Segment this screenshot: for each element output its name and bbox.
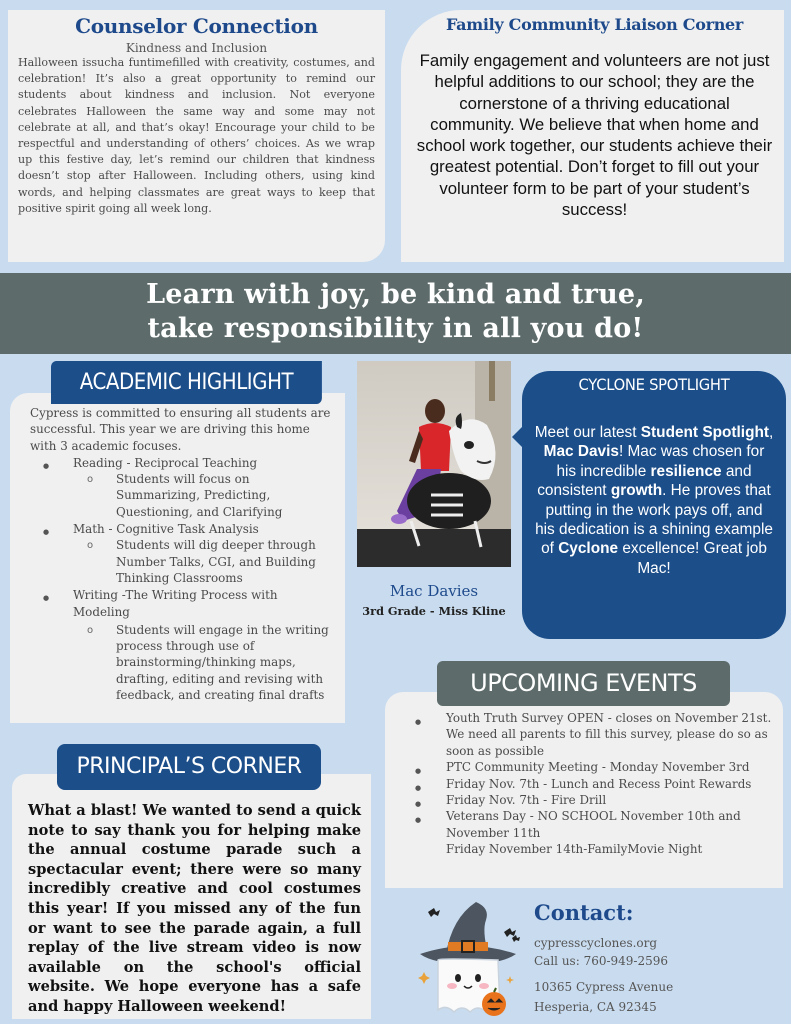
principals-corner-panel (12, 774, 371, 1019)
counselor-title: Counselor Connection (75, 14, 318, 38)
list-item: ● Reading - Reciprocal Teaching (30, 455, 337, 471)
principals-corner-heading: PRINCIPAL’S CORNER (57, 744, 321, 790)
list-item: o Students will dig deeper through Number Talks, CGI, and Building Thinking Classrooms (30, 537, 337, 586)
spotlight-student-grade: 3rd Grade - Miss Kline (362, 604, 506, 618)
cyclone-spotlight-title: CYCLONE SPOTLIGHT (578, 375, 730, 394)
costume-figure-illustration (357, 361, 511, 567)
motto-line-2: take responsibility in all you do! (147, 313, 644, 344)
counselor-body: Halloween issucha funtimefilled with creativity, costumes, and celebration! It’s also a great opportunity to remind our students about kindness and inclusion. Not everyone celebrates Halloween the same way and some may not celebrate at all, and that’s okay! Encourage your child to be respectful and understanding of others’ choices. As we wrap up this festive day, let’s remind our children that kindness doesn’t stop after Halloween. Including others, using kind words, and helping classmates are great ways to keep that positive spirit going all week long. (18, 56, 375, 215)
contact-website[interactable]: cypresscyclones.org (534, 936, 658, 950)
counselor-connection-panel (8, 10, 385, 262)
student-photo (357, 361, 511, 567)
ghost-witch-icon (412, 898, 524, 1020)
contact-address-line-2: Hesperia, CA 92345 (534, 1000, 657, 1014)
family-liaison-panel (401, 10, 784, 262)
motto-line-1: Learn with joy, be kind and true, (146, 279, 645, 310)
academic-focus-list (30, 455, 337, 703)
principal-body: What a blast! We wanted to send a quick note to say thank you for helping make the annual costume parade such a spectacular event; there were so many incredibly creative and cool costumes this year! If you missed any of the fun or want to see the parade again, a full replay of the live stream video is now available on the school's official website. We hope everyone has a safe and happy Halloween weekend! (28, 802, 361, 1015)
motto-banner (0, 273, 791, 354)
list-item: ● Veterans Day - NO SCHOOL November 10th and November 11th (415, 808, 775, 841)
list-item: ● Youth Truth Survey OPEN - closes on November 21st. We need all parents to fill this survey, please do so as soon as possible (415, 710, 775, 759)
list-item: ● Math - Cognitive Task Analysis (30, 521, 337, 537)
list-item: ● Friday Nov. 7th - Lunch and Recess Point Rewards (415, 776, 775, 792)
family-body: Family engagement and volunteers are not just helpful additions to our school; they are the cornerstone of a thriving educational community. We believe that when home and school work together, our students achieve their greatest potential. Don’t forget to fill out your volunteer form to be part of your student’s success! (416, 51, 773, 220)
list-item: ● Writing -The Writing Process with Modeling (30, 587, 337, 620)
cyclone-spotlight-body: Meet our latest Student Spotlight, Mac Davis! Mac was chosen for his incredible resilience and consistent growth. He proves that putting in the work pays off, and his dedication is a shining example of Cyclone excellence! Great job Mac! (534, 424, 774, 577)
counselor-subtitle: Kindness and Inclusion (125, 41, 268, 55)
academic-intro: Cypress is committed to ensuring all students are successful. This year we are driving this home with 3 academic focuses. (30, 406, 331, 453)
events-list (415, 710, 775, 858)
contact-title: Contact: (534, 900, 634, 925)
contact-phone[interactable]: Call us: 760-949-2596 (534, 954, 669, 968)
upcoming-events-heading: UPCOMING EVENTS (437, 661, 730, 706)
contact-address-line-1: 10365 Cypress Avenue (534, 980, 674, 994)
spotlight-student-name: Mac Davies (389, 582, 479, 600)
list-item: Friday November 14th-FamilyMovie Night (446, 842, 703, 857)
list-item: ● PTC Community Meeting - Monday November 3rd (415, 759, 775, 775)
academic-highlight-heading: ACADEMIC HIGHLIGHT (51, 361, 322, 404)
list-item: ● Friday Nov. 7th - Fire Drill (415, 792, 775, 808)
family-title: Family Community Liaison Corner (445, 15, 744, 34)
academic-highlight-panel (10, 393, 345, 723)
list-item: o Students will engage in the writing process through use of brainstorming/thinking maps, drafting, editing and revising with feedback, and creating final drafts (30, 622, 337, 703)
list-item: o Students will focus on Summarizing, Predicting, Questioning, and Clarifying (30, 471, 337, 520)
upcoming-events-panel (385, 692, 783, 888)
cyclone-spotlight-panel (522, 371, 786, 639)
